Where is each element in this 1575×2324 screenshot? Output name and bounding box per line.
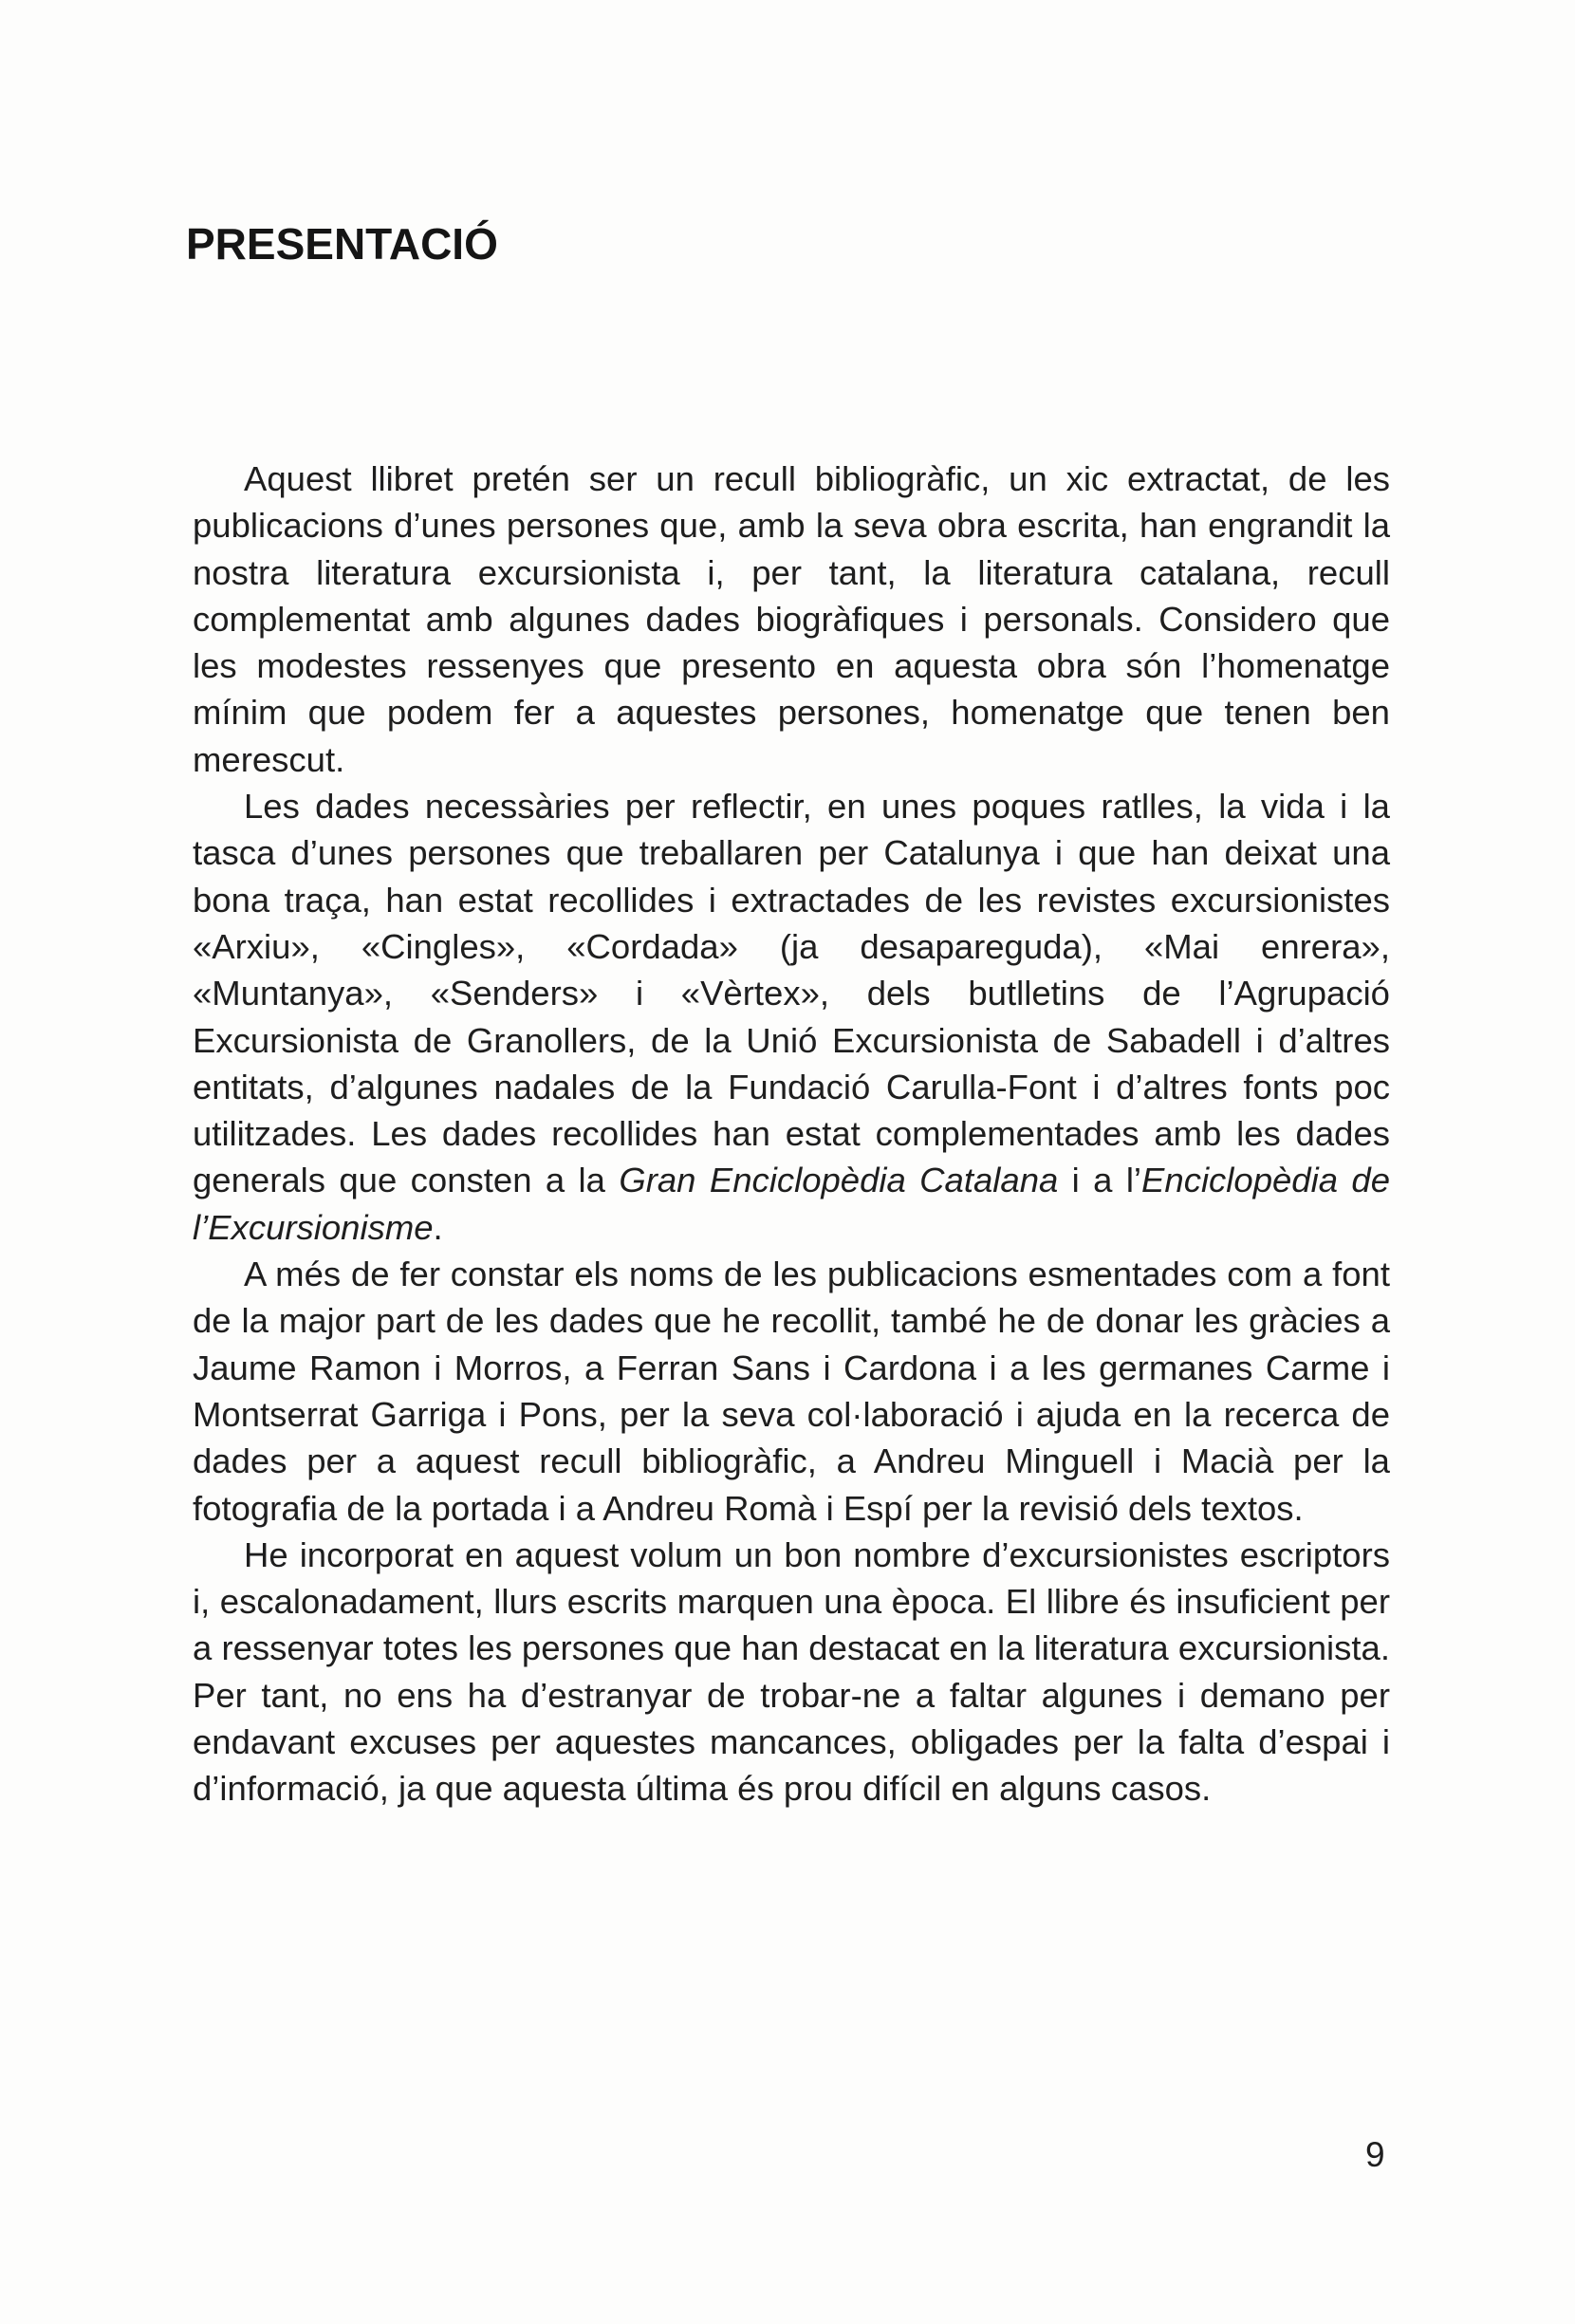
paragraph-4: He incorporat en aquest volum un bon nombre d’excursionistes escriptors i, escalonadament, llurs escrits marquen una època. El llibre és insuficient per a ressenyar totes les persones que han destacat en la literatura excursionista. Per tant, no ens ha d’estranyar de trobar-ne a faltar algunes i demano per endavant excuses per aquestes mancances, obligades per la falta d’espai i d’informació, ja que aquesta última és prou difícil en alguns casos. xyxy=(193,1534,1390,1809)
paragraph-2-text-c: . xyxy=(433,1207,443,1247)
paragraph-2-italic-title-1: Gran Enciclopèdia Catalana xyxy=(619,1161,1059,1200)
paragraph-3: A més de fer constar els noms de les publicacions esmentades com a font de la major part de les dades que he recollit, també he de donar les gràcies a Jaume Ramon i Morros, a Ferran Sans i Cardona i a les germanes Carme i Montserrat Garriga i Pons, per la seva col·laboració i ajuda en la recerca de dades per a aquest recull bibliogràfic, a Andreu Minguell i Macià per la fotografia de la portada i a Andreu Romà i Espí per la revisió dels textos. xyxy=(193,1255,1390,1528)
paragraph-2-text-b: i a l’ xyxy=(1058,1161,1142,1200)
paragraph-1: Aquest llibret pretén ser un recull bibliogràfic, un xic extractat, de les publicacions d’unes persones que, amb la seva obra escrita, han engrandit la nostra literatura excursionista i, per tant, la literatura catalana, recull complementat amb algunes dades biogràfiques i personals. Considero que les modestes ressenyes que presento en aquesta obra són l’homenatge mínim que podem fer a aquestes persones, homenatge que tenen ben merescut. xyxy=(193,459,1390,779)
paragraph-2-text-a: Les dades necessàries per reflectir, en unes poques ratlles, la vida i la tasca d’unes persones que treballaren per Catalunya i que han deixat una bona traça, han estat recollides i extractades de les revistes excursionistes «Arxiu», «Cingles», «Cordada» (ja desapareguda), «Mai enrera», «Muntanya», «Senders» i «Vèrtex», dels butlletins de l’Agrupació Excursionista de Granollers, de la Unió Excursionista de Sabadell i d’altres entitats, d’algunes nadales de la Fundació Carulla-Font i d’altres fonts poc utilitzades. Les dades recollides han estat complementades amb les dades generals que consten a la xyxy=(193,787,1390,1200)
body-text xyxy=(193,456,1390,1813)
paragraph-2 xyxy=(193,783,1390,1251)
page-title: PRESENTACIÓ xyxy=(186,219,498,269)
page-number: 9 xyxy=(1365,2135,1385,2174)
paragraph-2-italic-title-2: Enciclopèdia de l’Excursionisme xyxy=(193,1161,1390,1247)
